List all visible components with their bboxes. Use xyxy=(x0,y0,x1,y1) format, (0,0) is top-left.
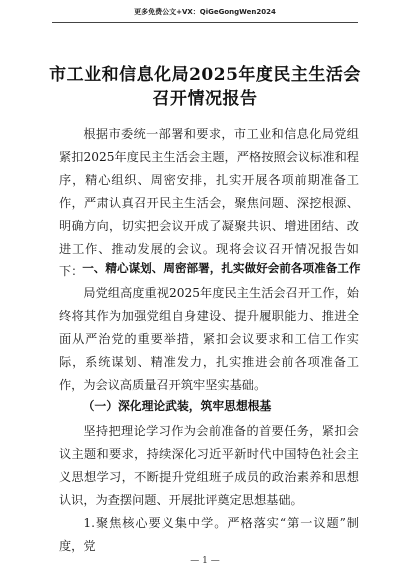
header-note: 更多免费公文+VX：QiGeGongWen2024 xyxy=(134,8,276,16)
paragraph-item-1: 1.聚焦核心要义集中学。严格落实“第一议题”制度，党 xyxy=(59,516,359,553)
header-divider xyxy=(52,22,358,23)
section-heading-1: 一、精心谋划、周密部署，扎实做好会前各项准备工作 xyxy=(82,261,361,275)
paragraph-section-1: 局党组高度重视2025年度民主生活会召开工作，始终将其作为加强党组自身建设、提升履职能力、推进全面从严治党的重要举措，紧扣会议要求和工信工作实际，系统谋划、精准发力，扎实推进会前各项准备工作，为会议高质量召开筑牢坚实基础。 xyxy=(59,286,359,392)
paragraph-subsection-1: 坚持把理论学习作为会前准备的首要任务，紧扣会议主题和要求，持续深化习近平新时代中国特色社会主义思想学习，不断提升党组班子成员的政治素养和思想认识，为查摆问题、开展批评奠定思想基础。 xyxy=(59,424,359,507)
page-number: — 1 — xyxy=(190,556,220,566)
subsection-heading-1: （一）深化理论武装，筑牢思想根基 xyxy=(82,399,272,413)
document-title-line2: 召开情况报告 xyxy=(152,89,258,109)
document-title-line1: 市工业和信息化局2025年度民主生活会 xyxy=(49,65,361,85)
paragraph-intro: 根据市委统一部署和要求，市工业和信息化局党组紧扣2025年度民主生活会主题，严格按照会议标准和程序，精心组织、周密安排，扎实开展各项前期准备工作，严肃认真召开民主生活会，聚焦问题、深挖根源、明确方向，切实把会议开成了凝聚共识、增进团结、改进工作、推动发展的会议。现将会议召开情况报告如下： xyxy=(59,127,359,279)
